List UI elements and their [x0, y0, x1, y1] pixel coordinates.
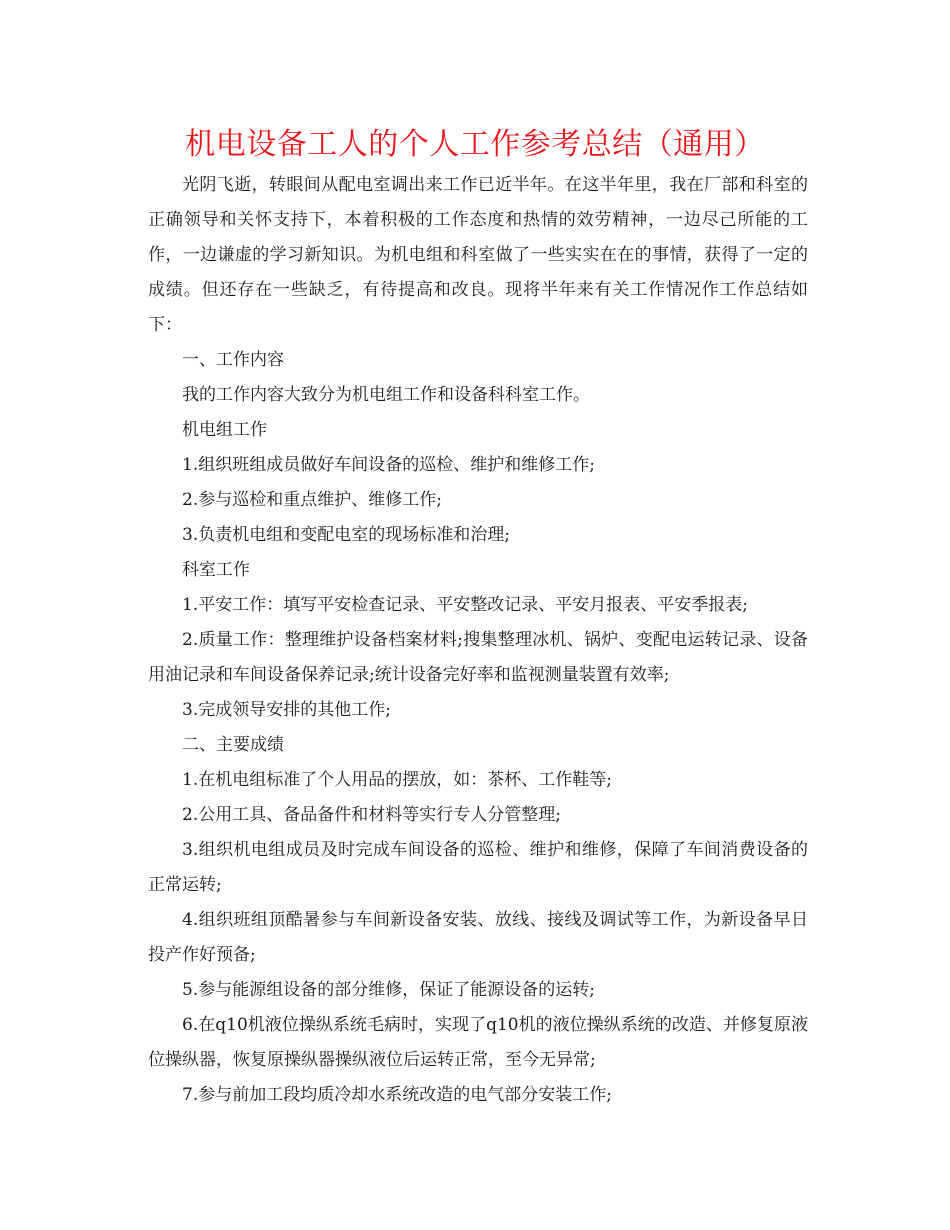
list-item: 1.组织班组成员做好车间设备的巡检、维护和维修工作;	[182, 455, 595, 475]
paragraph-intro: 光阴飞逝，转眼间从配电室调出来工作已近半年。在这半年里，我在厂部和科室的正确领导和关怀支持下，本着积极的工作态度和热情的效劳精神，一边尽己所能的工作，一边谦虚的学习新知识。为机电组和科室做了一些实实在在的事情，获得了一定的成绩。但还存在一些缺乏，有待提高和改良。现将半年来有关工作情况作工作总结如下：	[148, 175, 808, 335]
list-item: 3.组织机电组成员及时完成车间设备的巡检、维护和维修，保障了车间消费设备的正常运转;	[148, 840, 808, 895]
list-item: 1.在机电组标准了个人用品的摆放，如：茶杯、工作鞋等;	[182, 770, 612, 790]
section-heading-achievements: 二、主要成绩	[182, 735, 284, 755]
list-item: 2.参与巡检和重点维护、维修工作;	[182, 490, 442, 510]
list-item: 7.参与前加工段均质冷却水系统改造的电气部分安装工作;	[182, 1085, 612, 1105]
list-item: 6.在q10机液位操纵系统毛病时，实现了q10机的液位操纵系统的改造、并修复原液位操纵器，恢复原操纵器操纵液位后运转正常，至今无异常;	[148, 1015, 808, 1070]
subheading-office-work: 科室工作	[182, 560, 250, 580]
list-item: 1.平安工作：填写平安检查记录、平安整改记录、平安月报表、平安季报表;	[182, 595, 748, 615]
list-item: 2.公用工具、备品备件和材料等实行专人分管整理;	[182, 805, 561, 825]
document-body	[148, 168, 808, 1113]
list-item: 3.负责机电组和变配电室的现场标准和治理;	[182, 525, 510, 545]
list-item: 3.完成领导安排的其他工作;	[182, 700, 391, 720]
document-title: 机电设备工人的个人工作参考总结（通用）	[185, 127, 765, 162]
section-heading-work-content: 一、工作内容	[182, 350, 284, 370]
subheading-mechatronics-group: 机电组工作	[182, 420, 267, 440]
list-item: 2.质量工作：整理维护设备档案材料;搜集整理冰机、锅炉、变配电运转记录、设备用油记录和车间设备保养记录;统计设备完好率和监视测量装置有效率;	[148, 630, 808, 685]
list-item: 4.组织班组顶酷暑参与车间新设备安装、放线、接线及调试等工作，为新设备早日投产作好预备;	[148, 910, 808, 965]
list-item: 5.参与能源组设备的部分维修，保证了能源设备的运转;	[182, 980, 595, 1000]
paragraph: 我的工作内容大致分为机电组工作和设备科科室工作。	[182, 385, 590, 405]
